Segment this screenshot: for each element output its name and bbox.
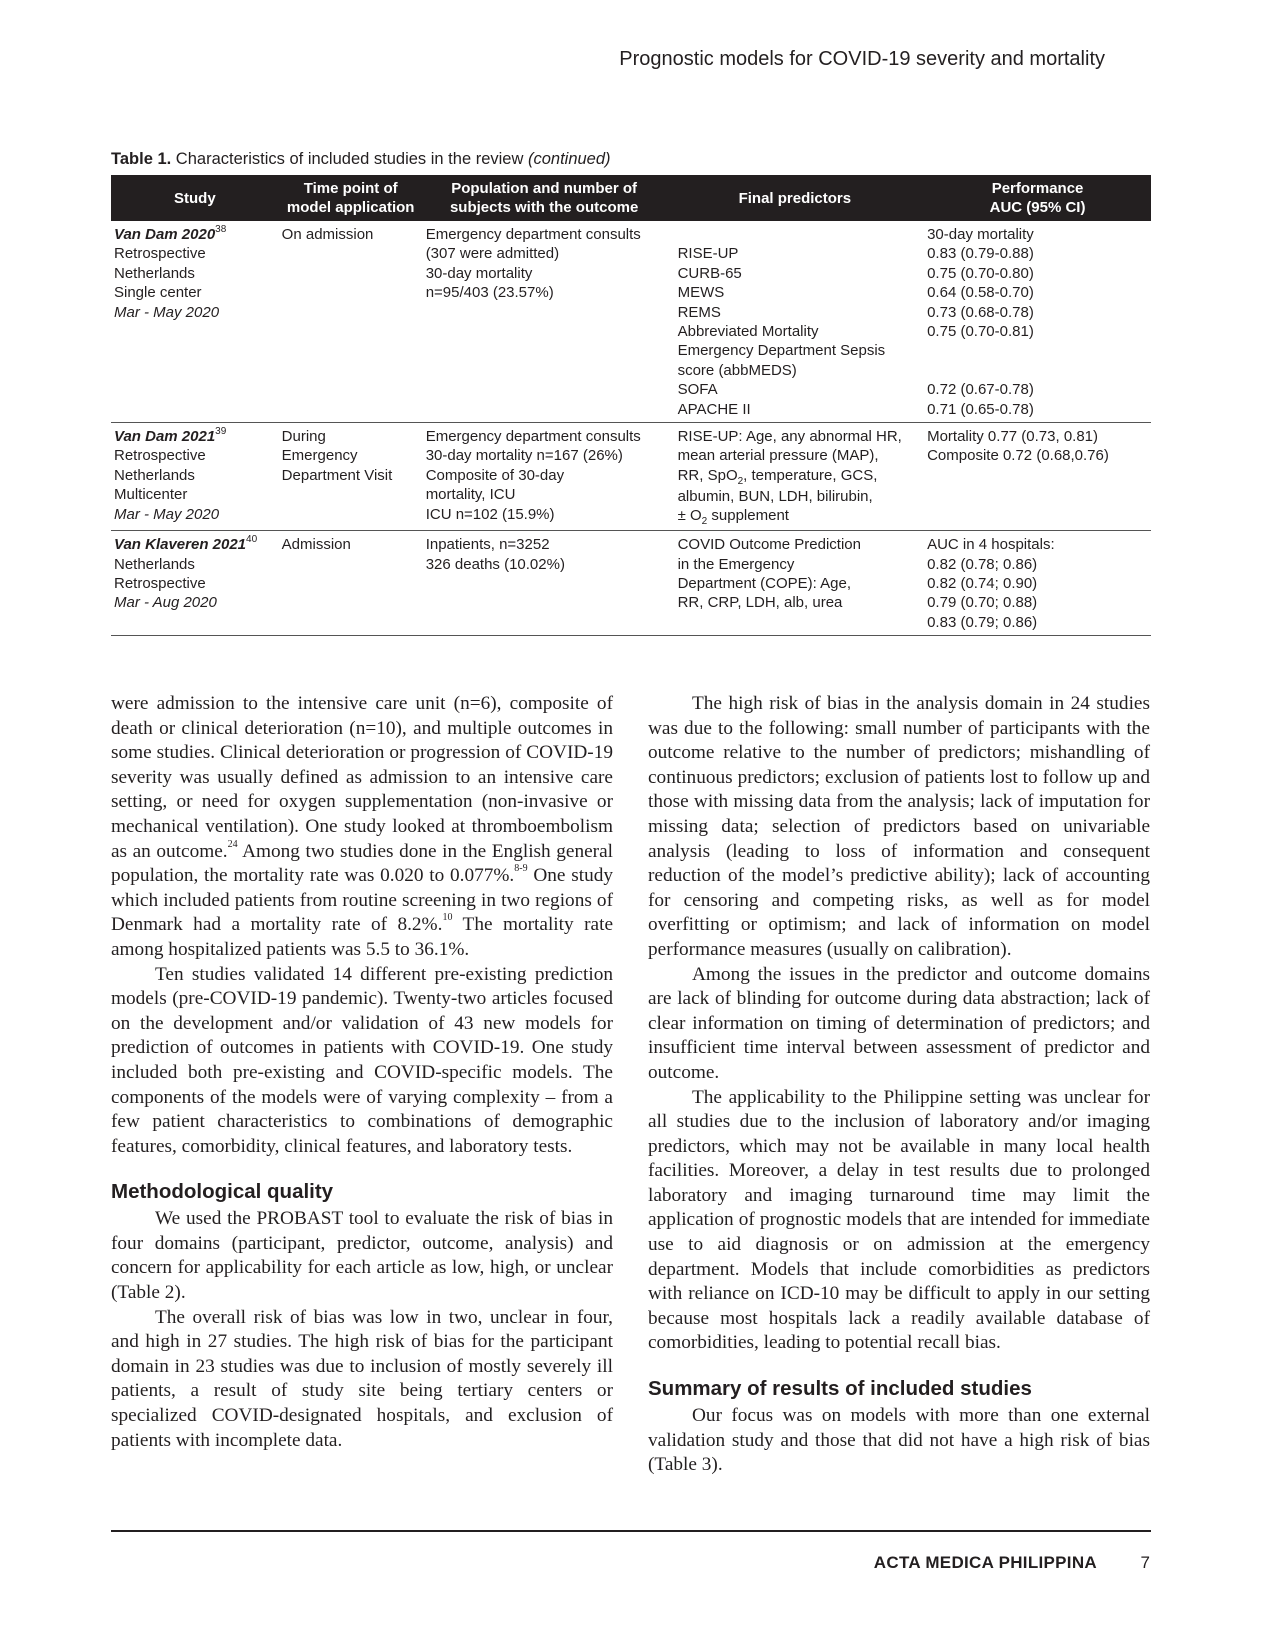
header-time-point-line: model application (286, 199, 415, 216)
predictor-text: COVID Outcome Prediction (677, 536, 861, 554)
population-text: n=95/403 (23.57%) (425, 284, 554, 302)
population-text: Composite of 30-day (425, 466, 565, 484)
table-caption (111, 150, 611, 169)
predictor-text (678, 466, 922, 487)
table-label: Table 1. (111, 150, 172, 168)
study-ref: 40 (246, 534, 258, 546)
running-head: Prognostic models for COVID-19 severity and mortality (619, 48, 1105, 70)
journal-name: ACTA MEDICA PHILIPPINA (873, 1553, 1097, 1572)
citation-ref: 10 (442, 912, 453, 924)
performance-text: Composite 0.72 (0.68,0.76) (927, 447, 1109, 465)
predictors-cell (666, 531, 925, 636)
predictor-text: APACHE II (677, 400, 751, 418)
study-period: Mar - Aug 2020 (114, 594, 217, 612)
predictor-text: score (abbMEDS) (677, 361, 797, 379)
study-detail: Single center (114, 284, 202, 302)
predictor-text: RISE-UP (677, 245, 739, 263)
predictor-text: Emergency Department Sepsis (677, 342, 886, 360)
table-row (111, 221, 1151, 423)
header-predictors: Final predictors (666, 175, 925, 221)
population-text: Inpatients, n=3252 (425, 536, 550, 554)
study-detail: Retrospective (114, 447, 206, 465)
paragraph: We used the PROBAST tool to evaluate the risk of bias in four domains (participant, predictor, outcome, analysis) and concern for applicability for each article as low, high, or unclear (Table 2). (111, 1208, 613, 1304)
header-performance-line: AUC (95% CI) (989, 199, 1086, 216)
predictor-fragment: , temperature, GCS, (743, 466, 878, 484)
paragraph: Ten studies validated 14 different pre-existing prediction models (pre-COVID-19 pandemic). Twenty-two articles focused on the development and/or validation of 43 new models for prediction of outcomes in patients with COVID-19. One study included both pre-existing and COVID-specific models. The components of the models were of varying complexity – from a few patient characteristics to combinations of demographic features, comorbidity, clinical features, and laboratory tests. (111, 963, 613, 1157)
performance-text: 0.75 (0.70-0.80) (927, 264, 1034, 282)
table-caption-text: Characteristics of included studies in the review (171, 150, 528, 168)
performance-text: 0.75 (0.70-0.81) (927, 323, 1034, 341)
predictor-text: albumin, BUN, LDH, bilirubin, (677, 487, 873, 505)
header-study: Study (111, 175, 279, 221)
performance-text: AUC in 4 hospitals: (927, 536, 1055, 554)
study-ref: 38 (215, 224, 227, 235)
citation-ref: 24 (227, 838, 238, 850)
performance-text: 30-day mortality (927, 226, 1034, 243)
study-detail: Netherlands (114, 264, 195, 282)
study-cell (111, 531, 279, 636)
population-text: Emergency department consults (425, 428, 641, 446)
population-text: 30-day mortality (425, 264, 533, 282)
header-performance (924, 175, 1151, 221)
time-point-text: Emergency (281, 447, 358, 465)
study-cell (111, 221, 279, 423)
time-point-cell (279, 423, 423, 531)
subscript: 2 (701, 516, 708, 528)
performance-cell (924, 423, 1151, 531)
time-point-cell (279, 221, 423, 423)
population-text: mortality, ICU (425, 486, 516, 504)
subscript: 2 (737, 475, 744, 487)
performance-text: 0.71 (0.65-0.78) (927, 400, 1034, 418)
body-column-left (111, 692, 613, 1453)
study-detail: Netherlands (114, 466, 195, 484)
study-name: Van Dam 2021 (114, 428, 216, 446)
paragraph (111, 692, 613, 963)
predictor-text (678, 506, 922, 527)
header-time-point (279, 175, 423, 221)
predictor-text: in the Emergency (677, 555, 795, 573)
performance-text: 0.83 (0.79; 0.86) (927, 613, 1038, 631)
predictor-text: RISE-UP: Age, any abnormal HR, (677, 428, 902, 446)
predictor-fragment: RR, SpO (677, 466, 738, 484)
citation-ref: 8-9 (514, 863, 528, 875)
predictors-cell (666, 221, 925, 423)
predictor-text: RR, CRP, LDH, alb, urea (677, 594, 843, 612)
body-column-right (648, 692, 1150, 1478)
paragraph: Among the issues in the predictor and outcome domains are lack of blinding for outcome during data abstraction; lack of clear information on timing of determination of predictors; and insufficient time interval between assessment of predictor and outcome. (648, 963, 1150, 1083)
time-point-text: During (281, 428, 326, 446)
predictor-fragment: supplement (707, 507, 789, 525)
performance-text: 0.79 (0.70; 0.88) (927, 594, 1038, 612)
table-row (111, 423, 1151, 531)
predictors-cell (666, 423, 925, 531)
predictor-text: SOFA (677, 381, 718, 399)
table-header-row (111, 175, 1151, 221)
population-cell (423, 531, 666, 636)
page-number: 7 (1140, 1553, 1150, 1572)
study-detail: Retrospective (114, 245, 206, 263)
performance-cell (924, 531, 1151, 636)
paragraph: The overall risk of bias was low in two, unclear in four, and high in 27 studies. The high risk of bias for the participant domain in 23 studies was due to inclusion of mostly severely ill patients, a result of study site being tertiary centers or specialized COVID-designated hospitals, and exclusion of patients with incomplete data. (111, 1306, 613, 1451)
performance-cell (924, 221, 1151, 423)
study-detail: Netherlands (114, 555, 195, 573)
study-name: Van Klaveren 2021 (114, 536, 247, 554)
time-point-text: On admission (281, 226, 374, 243)
performance-text: Mortality 0.77 (0.73, 0.81) (927, 428, 1099, 446)
paragraph-text: were admission to the intensive care unit (n=6), composite of death or clinical deterioration (n=10), and multiple outcomes in some studies. Clinical deterioration or progression of COVID-19 severity was usually defined as admission to an intensive care setting, or need for oxygen supplementation (non-invasive or mechanical ventilation). One study looked at thromboembolism as an outcome. (111, 693, 613, 862)
predictor-text: Abbreviated Mortality (677, 323, 819, 341)
study-detail: Retrospective (114, 575, 206, 593)
section-heading-methodological-quality: Methodological quality (111, 1180, 334, 1204)
performance-text: 0.73 (0.68-0.78) (927, 303, 1034, 321)
paragraph-text: The mortality rate among hospitalized patients was 5.5 to 36.1%. (111, 914, 614, 960)
paragraph-text: Among two studies done in the English general population, the mortality rate was 0.020 to 0.077%. (111, 840, 613, 887)
population-text: (307 were admitted) (425, 245, 560, 263)
population-cell (423, 423, 666, 531)
paragraph-text: One study which included patients from routine screening in two regions of Denmark had a mortality rate of 8.2%. (111, 865, 613, 936)
study-ref: 39 (215, 426, 227, 438)
performance-text: 0.83 (0.79-0.88) (927, 245, 1034, 263)
population-text: ICU n=102 (15.9%) (425, 505, 555, 523)
paragraph: The applicability to the Philippine setting was unclear for all studies due to the inclusion of laboratory and/or imaging predictors, which may not be available in many local health facilities. Moreover, a delay in test results due to prolonged laboratory and imaging turnaround time may limit the application of prognostic models that are intended for immediate use to aid diagnosis or on admission at the emergency department. Models that include comorbidities as predictors with reliance on ICD-10 may be difficult to apply in our setting because most hospitals lack a readily available database of comorbidities, leading to potential recall bias. (648, 1086, 1150, 1354)
paragraph: The high risk of bias in the analysis domain in 24 studies was due to the following: small number of participants with the outcome relative to the number of predictors; mishandling of continuous predictors; exclusion of patients lost to follow up and those with missing data from the analysis; lack of imputation for missing data; selection of predictors based on univariable analysis (leading to loss of information and consequent reduction of the model’s predictive ability); lack of accounting for censoring and competing risks, as well as for model overfitting or optimism; and lack of information on model performance measures (usually on calibration). (648, 693, 1150, 960)
study-period: Mar - May 2020 (114, 303, 220, 321)
section-heading-summary-of-results: Summary of results of included studies (648, 1377, 1032, 1401)
time-point-cell (279, 531, 423, 636)
predictor-text: mean arterial pressure (MAP), (677, 447, 879, 465)
predictor-text: REMS (677, 303, 721, 321)
predictor-text: CURB-65 (677, 264, 742, 282)
time-point-text: Department Visit (281, 466, 393, 484)
predictor-text: Department (COPE): Age, (677, 575, 851, 593)
population-text: Emergency department consults (425, 226, 641, 243)
header-population-line: subjects with the outcome (449, 199, 639, 216)
header-population (423, 175, 666, 221)
study-period: Mar - May 2020 (114, 505, 220, 523)
table-caption-continued: (continued) (527, 150, 611, 168)
header-population-line: Population and number of (451, 180, 638, 197)
time-point-text: Admission (281, 536, 351, 554)
predictor-text: MEWS (677, 284, 725, 302)
table-row (111, 531, 1151, 636)
study-cell (111, 423, 279, 531)
header-time-point-line: Time point of (303, 180, 398, 197)
performance-text: 0.82 (0.74; 0.90) (927, 575, 1038, 593)
population-cell (423, 221, 666, 423)
study-detail: Multicenter (114, 486, 188, 504)
header-performance-line: Performance (991, 180, 1084, 197)
performance-text: 0.64 (0.58-0.70) (927, 284, 1034, 302)
population-text: 326 deaths (10.02%) (425, 555, 565, 573)
characteristics-table (111, 175, 1151, 636)
performance-text: 0.82 (0.78; 0.86) (927, 555, 1038, 573)
study-name: Van Dam 2020 (114, 226, 216, 243)
paragraph: Our focus was on models with more than one external validation study and those that did not have a high risk of bias (Table 3). (648, 1405, 1150, 1476)
performance-text: 0.72 (0.67-0.78) (927, 381, 1034, 399)
population-text: 30-day mortality n=167 (26%) (425, 447, 623, 465)
footer-divider (111, 1530, 1151, 1532)
predictor-fragment: ± O (677, 507, 702, 525)
